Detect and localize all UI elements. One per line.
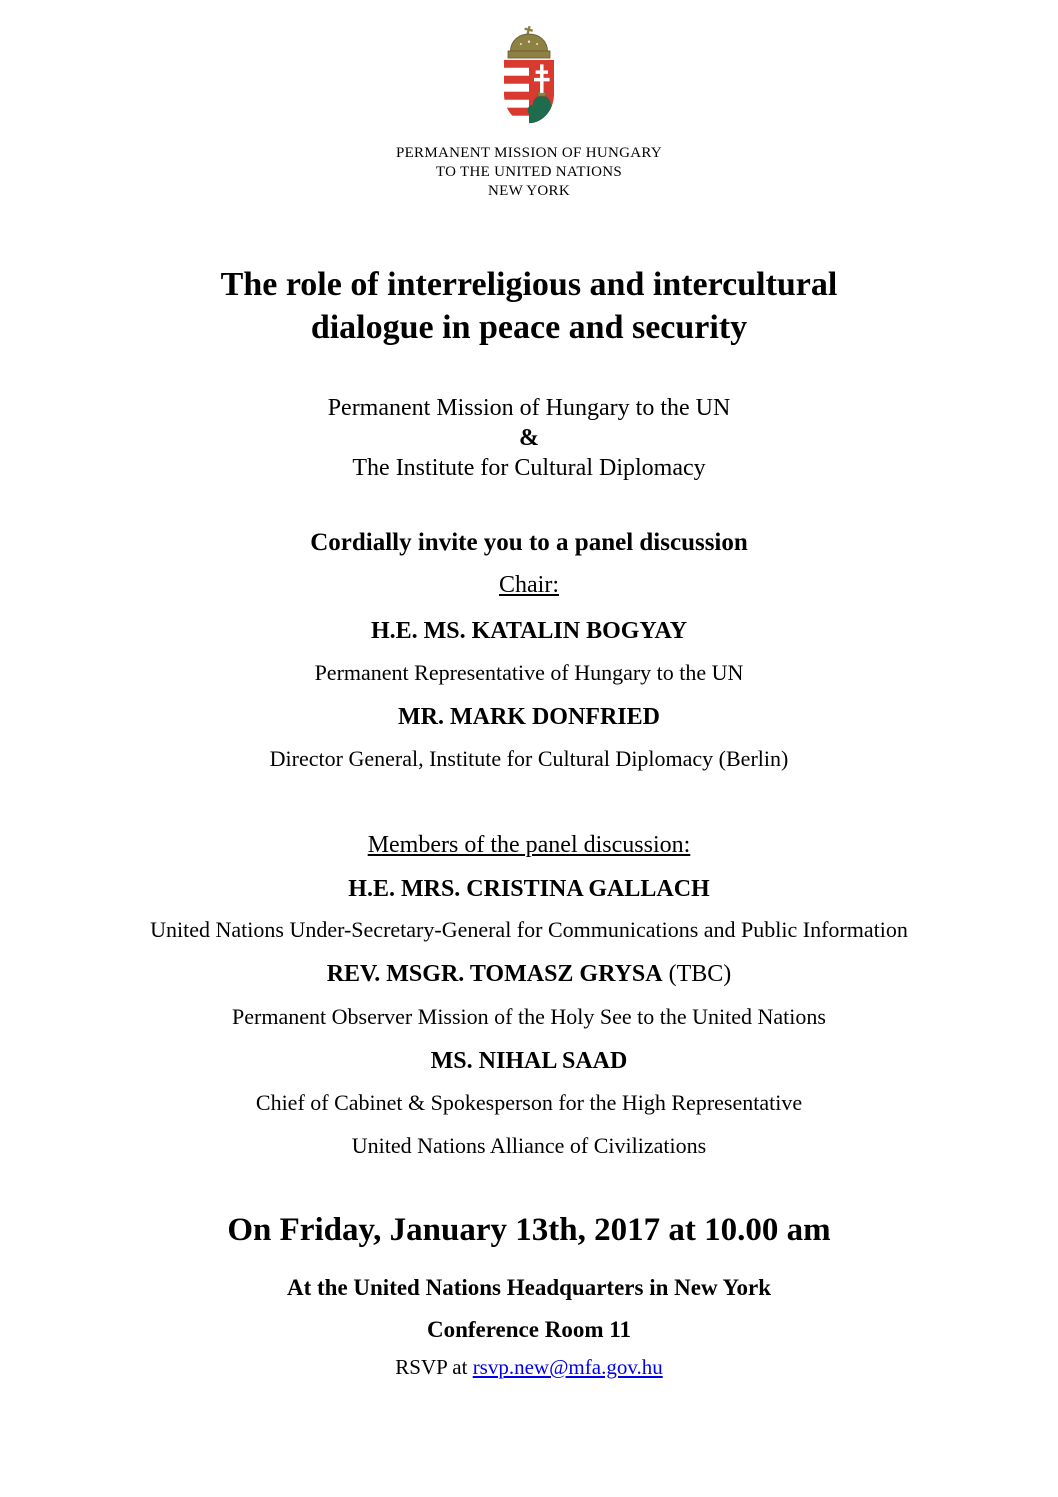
panel-member-name xyxy=(0,958,1058,990)
panel-member-name xyxy=(0,873,1058,905)
panel-member-role: Chief of Cabinet & Spokesperson for the High Representative xyxy=(255,1090,803,1115)
chair-role: Director General, Institute for Cultural Diplomacy (Berlin) xyxy=(269,746,789,771)
title-line: dialogue in peace and security xyxy=(310,309,748,346)
event-location: At the United Nations Headquarters in New York xyxy=(286,1275,772,1300)
holy-crown-band xyxy=(508,51,550,58)
shield xyxy=(504,60,556,124)
event-room: Conference Room 11 xyxy=(427,1317,631,1342)
org-line: TO THE UNITED NATIONS xyxy=(435,164,623,180)
org-line: PERMANENT MISSION OF HUNGARY xyxy=(395,145,663,161)
organizer-name: Permanent Mission of Hungary to the UN xyxy=(327,395,731,421)
chair-name: H.E. MS. KATALIN BOGYAY xyxy=(370,618,688,644)
chair-name: MR. MARK DONFRIED xyxy=(398,704,660,730)
chair-heading: Chair: xyxy=(499,572,559,598)
panel-member-name xyxy=(0,1045,1058,1077)
member-name-suffix: (TBC) xyxy=(662,961,732,987)
member-name-text: MS. NIHAL SAAD xyxy=(430,1048,628,1074)
organizers-block xyxy=(0,393,1058,483)
title-line: The role of interreligious and intercultural xyxy=(220,266,838,303)
member-name-text: H.E. MRS. CRISTINA GALLACH xyxy=(348,876,710,902)
invitation-line: Cordially invite you to a panel discussion xyxy=(310,529,748,556)
event-datetime: On Friday, January 13th, 2017 at 10.00 am xyxy=(227,1212,831,1248)
panel-member-role: United Nations Alliance of Civilizations xyxy=(351,1133,707,1158)
panel-member-role: Permanent Observer Mission of the Holy See to the United Nations xyxy=(232,1004,826,1029)
ampersand: & xyxy=(519,425,539,451)
member-name-text: REV. MSGR. TOMASZ GRYSA xyxy=(326,961,663,987)
chair-role: Permanent Representative of Hungary to the UN xyxy=(314,660,744,685)
panel-heading: Members of the panel discussion: xyxy=(367,832,691,858)
rsvp-prefix: RSVP at xyxy=(395,1355,473,1379)
rsvp-email-link[interactable]: rsvp.new@mfa.gov.hu xyxy=(472,1355,663,1379)
mission-name-block xyxy=(0,144,1058,201)
panel-member-role: United Nations Under-Secretary-General for Communications and Public Information xyxy=(150,917,908,942)
org-line: NEW YORK xyxy=(488,183,570,199)
page-title xyxy=(0,263,1058,349)
organizer-name: The Institute for Cultural Diplomacy xyxy=(352,455,706,481)
hungary-coat-of-arms xyxy=(0,26,1058,126)
rsvp-line xyxy=(0,1353,1058,1381)
